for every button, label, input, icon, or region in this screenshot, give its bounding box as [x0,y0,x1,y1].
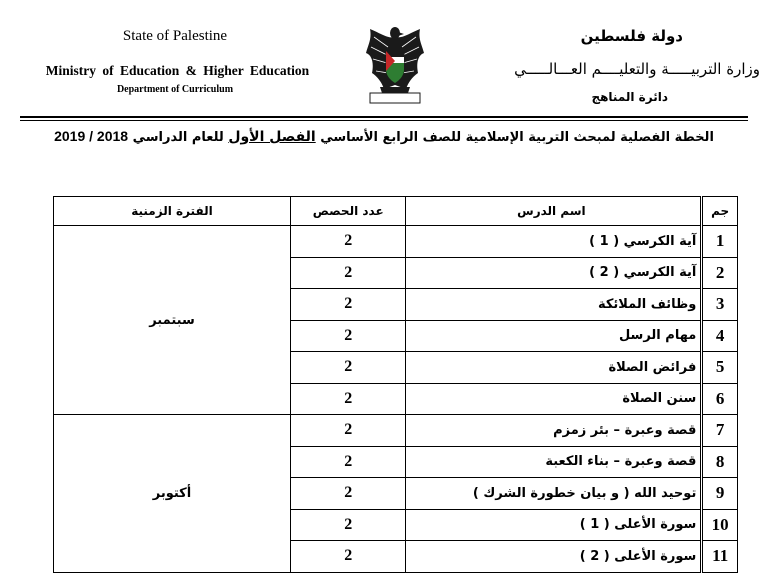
sessions-count: 2 [290,509,406,541]
lesson-name: سورة الأعلى ( 2 ) [406,541,702,573]
row-number: 10 [702,509,738,541]
sessions-count: 2 [290,289,406,321]
table-header-row [54,197,738,226]
state-name-ar: دولة فلسطين [580,27,683,45]
lesson-name: فرائض الصلاة [406,352,702,384]
palestine-eagle-emblem-icon [362,23,428,109]
document-title [0,128,768,145]
sessions-count: 2 [290,320,406,352]
header-time-period: الفترة الزمنية [54,197,291,226]
department-name-en: Department of Curriculum [116,84,234,95]
row-number: 3 [702,289,738,321]
lesson-name: توحيد الله ( و بيان خطورة الشرك ) [406,478,702,510]
row-number: 11 [702,541,738,573]
title-year: 2018 / 2019 [54,128,129,144]
sessions-count: 2 [290,541,406,573]
lesson-name: سنن الصلاة [406,383,702,415]
row-number: 4 [702,320,738,352]
lesson-name: آية الكرسي ( 2 ) [406,257,702,289]
header-divider-thin [20,120,748,121]
title-semester: الفصل الأول [228,129,316,145]
lesson-name: سورة الأعلى ( 1 ) [406,509,702,541]
period-cell: أكتوبر [54,415,291,573]
state-name-en: State of Palestine [122,28,228,44]
title-year-label: للعام الدراسي [132,130,224,145]
period-cell: سبتمبر [54,226,291,415]
sessions-count: 2 [290,415,406,447]
lesson-name: قصة وعبرة – بناء الكعبة [406,446,702,478]
sessions-count: 2 [290,257,406,289]
ministry-name-ar: وزارة التربيـــــة والتعليــــم العـــالـــــي [514,60,760,78]
lesson-name: مهام الرسل [406,320,702,352]
ministry-name-en: Ministry of Education & Higher Education [45,63,310,78]
lesson-name: آية الكرسي ( 1 ) [406,226,702,258]
department-name-ar: دائرة المناهج [591,90,668,104]
sessions-count: 2 [290,478,406,510]
lesson-name: قصة وعبرة – بئر زمزم [406,415,702,447]
row-number: 7 [702,415,738,447]
row-number: 1 [702,226,738,258]
header-sessions-count: عدد الحصص [290,197,406,226]
sessions-count: 2 [290,446,406,478]
sessions-count: 2 [290,226,406,258]
header-number: جم [702,197,738,226]
lesson-plan-table [53,196,738,573]
row-number: 8 [702,446,738,478]
lesson-name: وظائف الملائكة [406,289,702,321]
row-number: 5 [702,352,738,384]
title-text: الخطة الفصلية لمبحث التربية الإسلامية للصف الرابع الأساسي [320,130,714,145]
header-lesson-name: اسم الدرس [406,197,702,226]
sessions-count: 2 [290,352,406,384]
row-number: 9 [702,478,738,510]
row-number: 2 [702,257,738,289]
header-divider [20,116,748,118]
row-number: 6 [702,383,738,415]
sessions-count: 2 [290,383,406,415]
table-row [54,415,738,447]
table-row [54,226,738,258]
